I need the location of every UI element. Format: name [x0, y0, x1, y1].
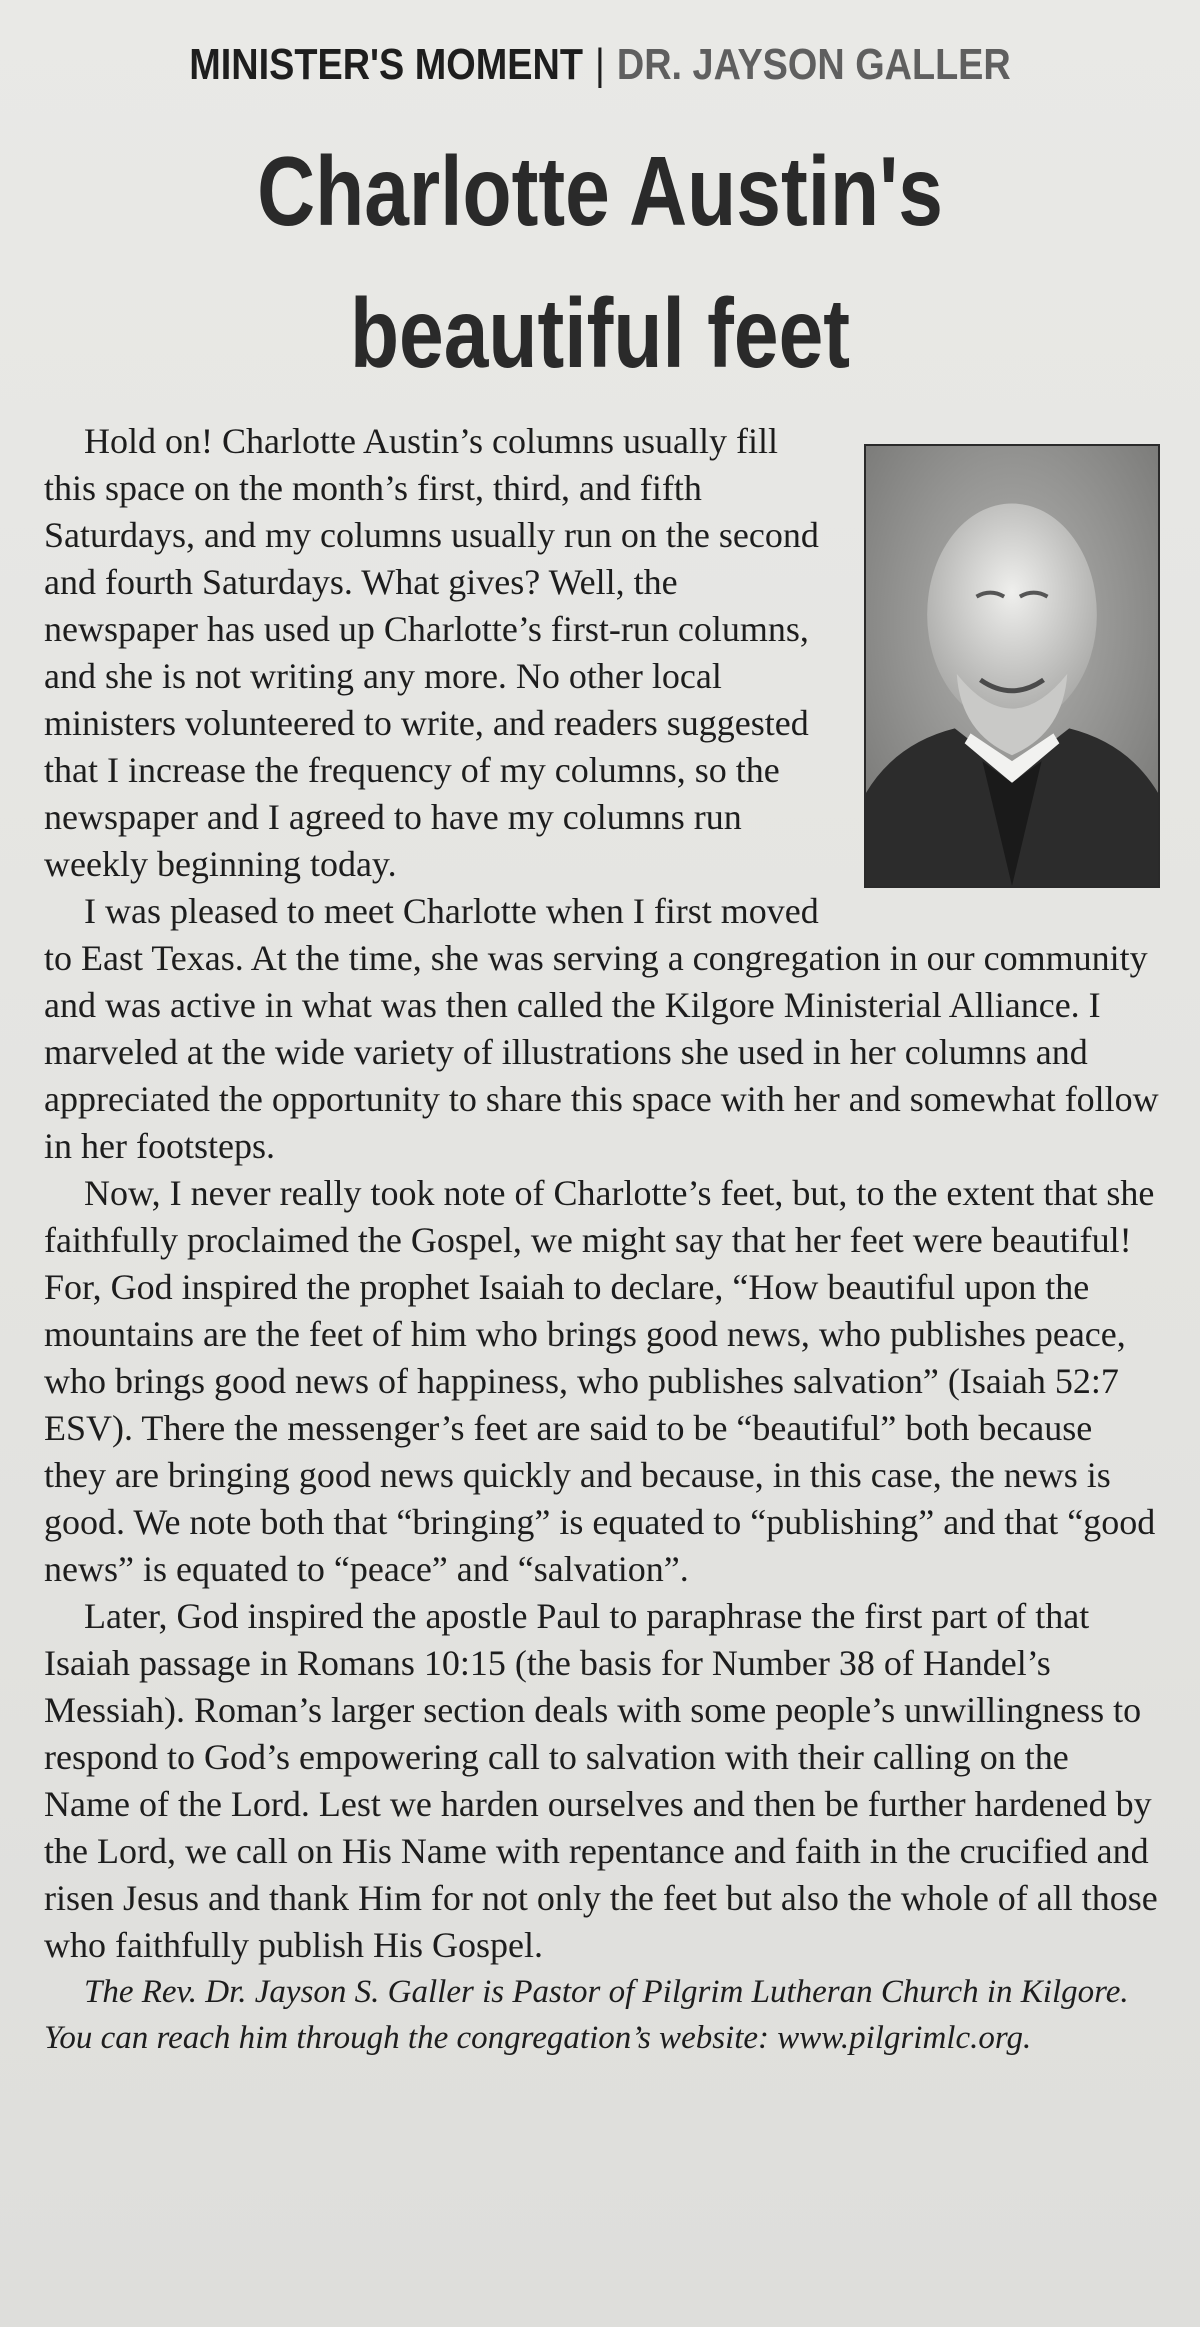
column-name: MINISTER'S MOMENT	[189, 40, 583, 89]
article-paragraph-2: I was pleased to meet Charlotte when I first moved to East Texas. At the time, she was serving a congregation in our community and was active in what was then called the Kilgore Ministerial Alliance. I marveled at the wide variety of illustrations she used in her columns and appreciated the opportunity to share this space with her and somewhat follow in her footsteps.	[44, 891, 1159, 1166]
column-header	[84, 40, 1116, 90]
article-paragraph-4: Later, God inspired the apostle Paul to paraphrase the first part of that Isaiah passage in Romans 10:15 (the basis for Number 38 of Handel’s Messiah). Roman’s larger section deals with some people’s unwillingness to respond to God’s empowering call to salvation with their calling on the Name of the Lord. Lest we harden ourselves and then be further hardened by the Lord, we call on His Name with repentance and faith in the crucified and risen Jesus and thank Him for not only the feet but also the whole of all those who faithfully publish His Gospel.	[44, 1596, 1158, 1965]
headline-line-2: beautiful feet	[349, 278, 851, 388]
header-separator: |	[594, 40, 605, 89]
author-byline: DR. JAYSON GALLER	[616, 40, 1011, 89]
author-bio: The Rev. Dr. Jayson S. Galler is Pastor of Pilgrim Lutheran Church in Kilgore. You can reach him through the congregation’s website: www.pilgrimlc.org.	[44, 1974, 1129, 2056]
author-photo	[864, 444, 1160, 888]
article-body	[44, 418, 1160, 2061]
article-paragraph-1: Hold on! Charlotte Austin’s columns usually fill this space on the month’s first, third, and fifth Saturdays, and my columns usually run on the second and fourth Saturdays. What gives? Well, the newspaper has used up Charlotte’s first-run columns, and she is not writing any more. No other local ministers volunteered to write, and readers suggested that I increase the frequency of my columns, so the newspaper and I agreed to have my columns run weekly beginning today.	[44, 418, 1160, 888]
headline-line-1: Charlotte Austin's	[257, 136, 943, 246]
article-paragraph-3: Now, I never really took note of Charlotte’s feet, but, to the extent that she faithfully proclaimed the Gospel, we might say that her feet were beautiful! For, God inspired the prophet Isaiah to declare, “How beautiful upon the mountains are the feet of him who brings good news, who publishes peace, who brings good news of happiness, who publishes salvation” (Isaiah 52:7 ESV). There the messenger’s feet are said to be “beautiful” both because they are bringing good news quickly and because, in this case, the news is good. We note both that “bringing” is equated to “publishing” and that “good news” is equated to “peace” and “salvation”.	[44, 1173, 1156, 1589]
